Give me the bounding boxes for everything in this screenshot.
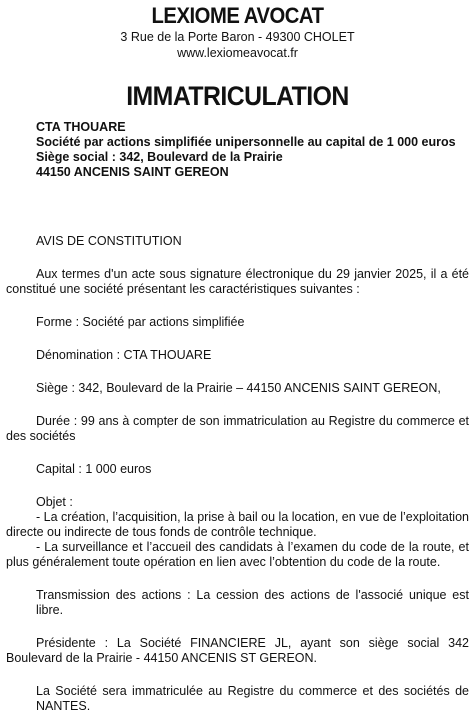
firm-address: 3 Rue de la Porte Baron - 49300 CHOLET [120, 30, 355, 44]
firm-name: LEXIOME AVOCAT [151, 3, 324, 28]
notice-capital: Capital : 1 000 euros [36, 462, 152, 476]
company-city: 44150 ANCENIS SAINT GEREON [36, 165, 229, 179]
notice-presidente: Présidente : La Société FINANCIERE JL, ayant son siège social 342 Boulevard de la Prairie - 44150 ANCENIS ST GEREON. [6, 636, 469, 665]
notice-duree: Durée : 99 ans à compter de son immatriculation au Registre du commerce et des sociétés [6, 414, 469, 443]
notice-transmission: Transmission des actions : La cession des actions de l'associé unique est libre. [36, 588, 469, 617]
notice-siege: Siège : 342, Boulevard de la Prairie – 44150 ANCENIS SAINT GEREON, [36, 381, 441, 395]
section-title: IMMATRICULATION [126, 81, 349, 111]
notice-immatriculation: La Société sera immatriculée au Registre du commerce et des sociétés de NANTES. [36, 684, 469, 713]
notice-intro: Aux termes d'un acte sous signature électronique du 29 janvier 2025, il a été constitué une société présentant les caractéristiques suivantes : [6, 267, 469, 296]
notice-objet-item-1: - La création, l’acquisition, la prise à bail ou la location, en vue de l’exploitation directe ou indirecte de tous fonds de contrôle technique. [6, 510, 469, 539]
notice-title: AVIS DE CONSTITUTION [36, 234, 182, 248]
company-form-capital: Société par actions simplifiée unipersonnelle au capital de 1 000 euros [36, 135, 456, 149]
notice-denomination: Dénomination : CTA THOUARE [36, 348, 212, 362]
notice-objet-label: Objet : [36, 495, 73, 509]
company-name: CTA THOUARE [36, 120, 126, 134]
company-seat: Siège social : 342, Boulevard de la Prairie [36, 150, 283, 164]
notice-forme: Forme : Société par actions simplifiée [36, 315, 245, 329]
firm-website: www.lexiomeavocat.fr [177, 46, 298, 60]
legal-notice-page [0, 3, 473, 713]
company-block [6, 120, 469, 180]
notice-objet-item-2: - La surveillance et l’accueil des candidats à l’examen du code de la route, et plus généralement toute opération en lien avec l’obtention du code de la route. [6, 540, 469, 569]
